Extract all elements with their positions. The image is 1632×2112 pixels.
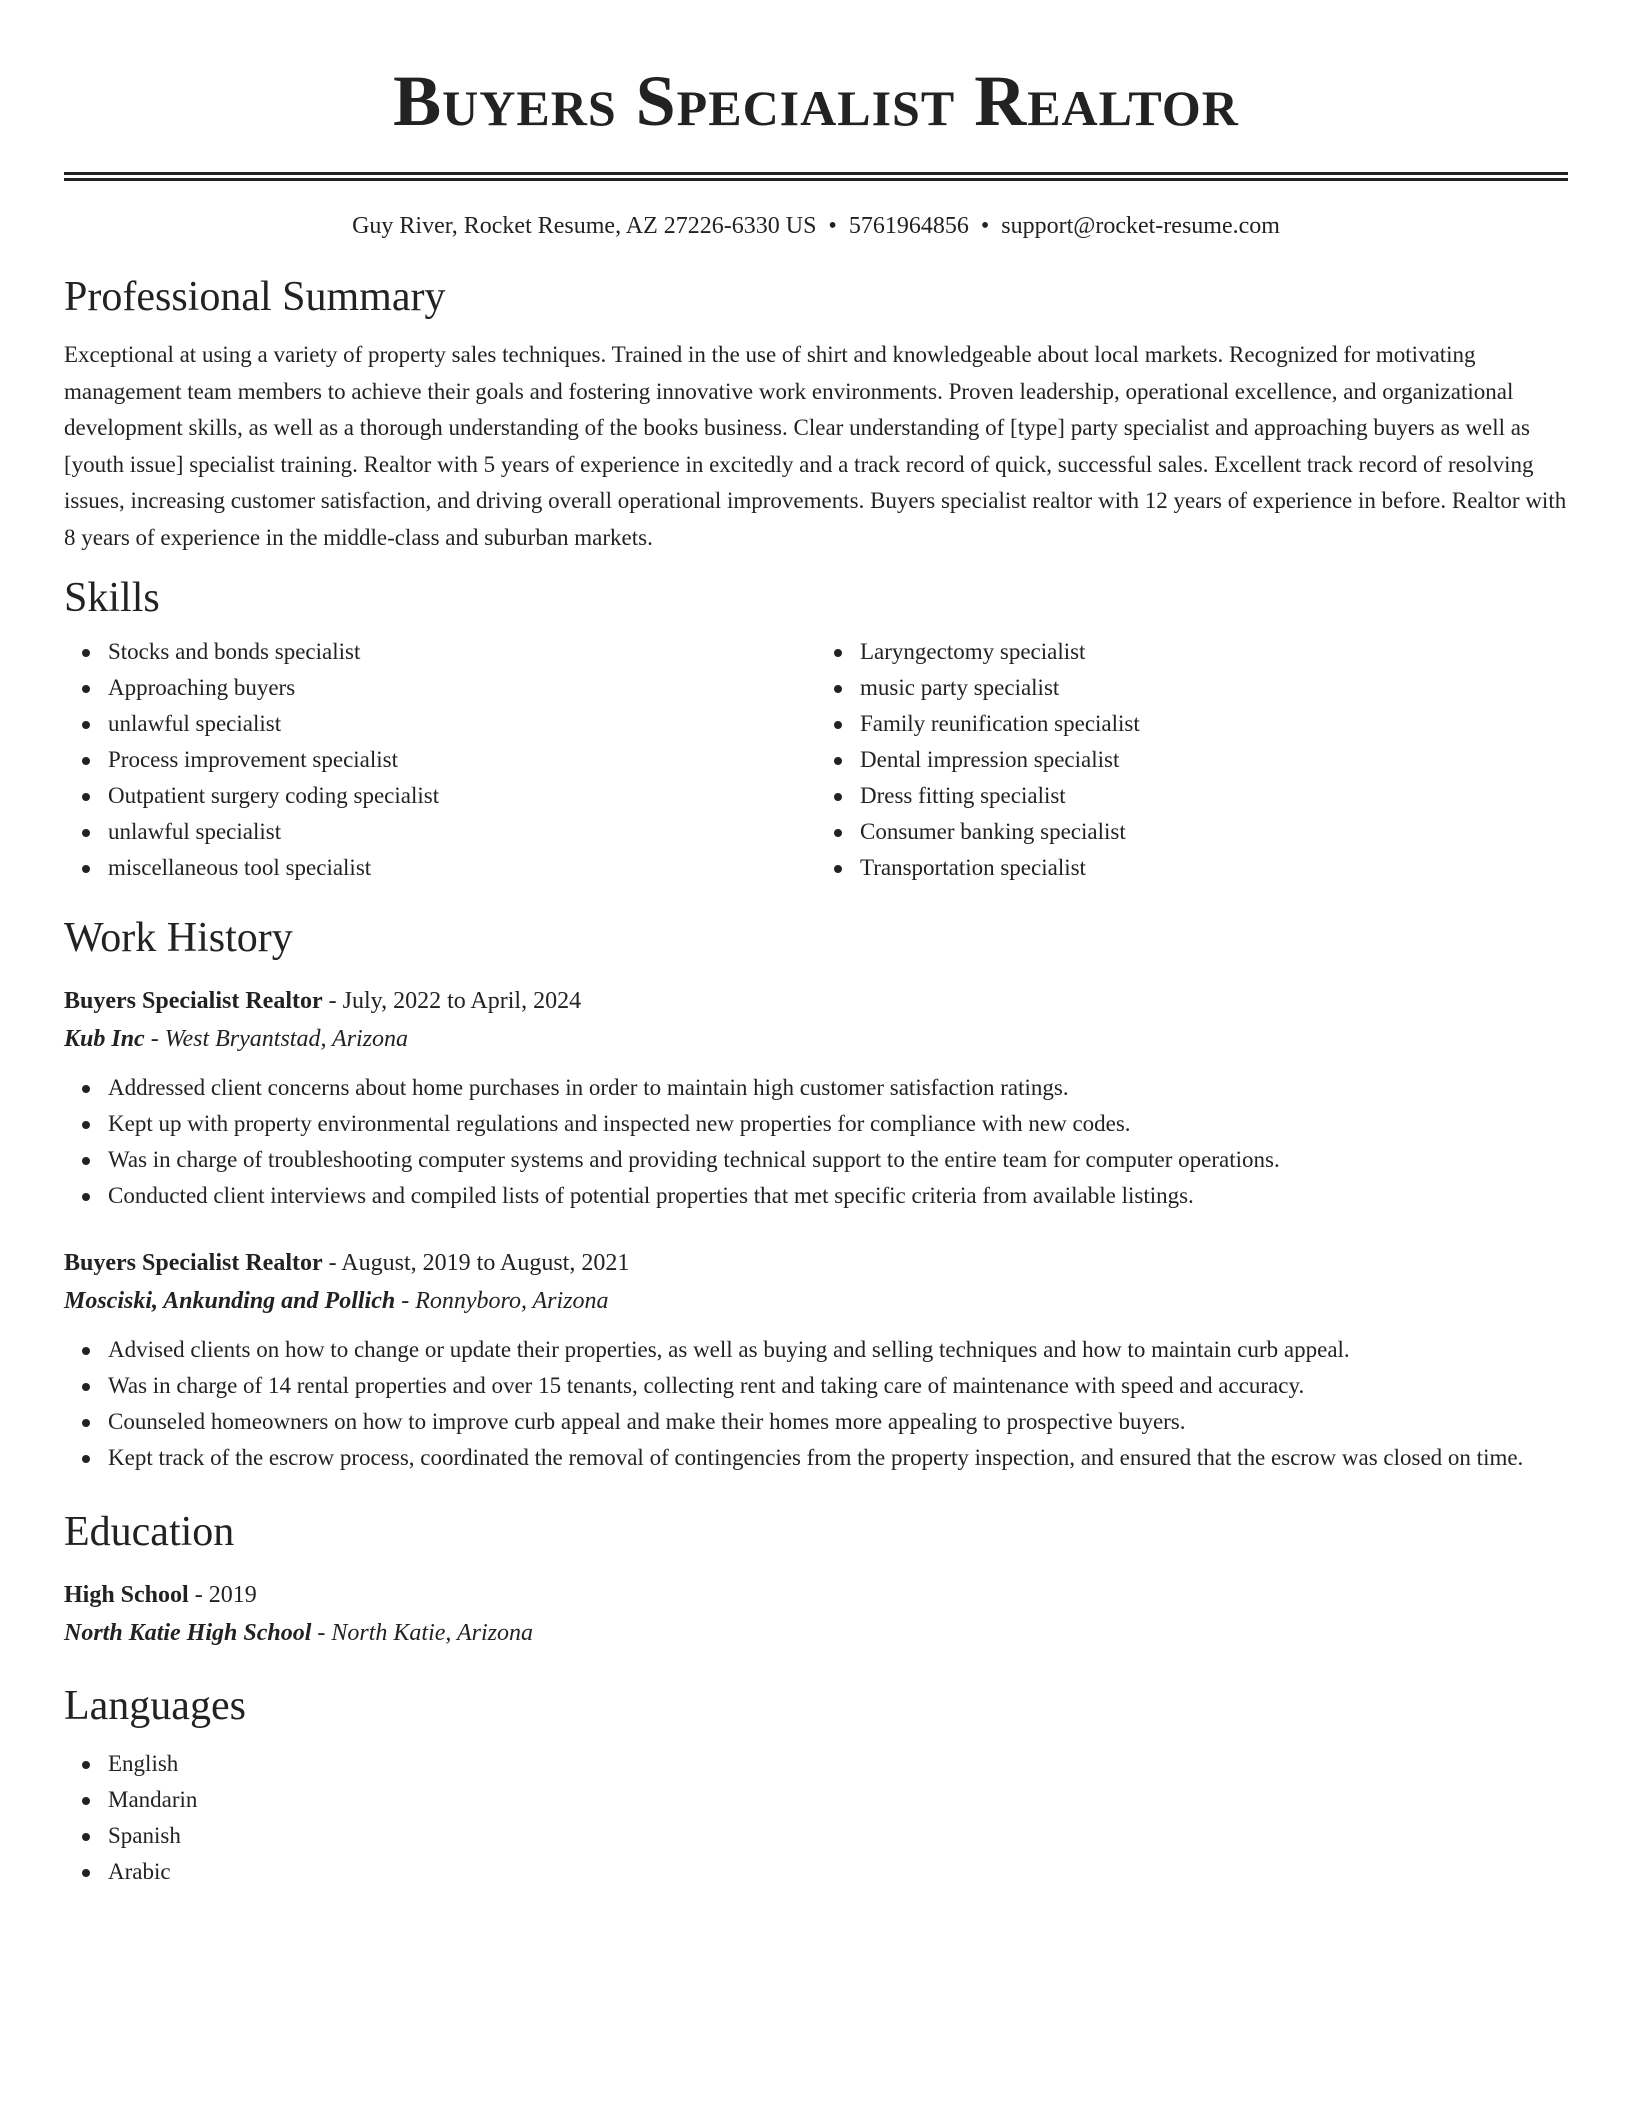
skills-list-right — [816, 634, 1568, 886]
skills-heading: Skills — [64, 575, 160, 621]
skill-item: Process improvement specialist — [108, 742, 816, 778]
languages-heading: Languages — [64, 1683, 246, 1729]
job-bullet: Counseled homeowners on how to improve curb appeal and make their homes more appealing to prospective buyers. — [108, 1404, 1568, 1440]
job-title-line — [64, 982, 1568, 1020]
job-bullets — [64, 1070, 1568, 1214]
job-title-line — [64, 1244, 1568, 1282]
education-degree-line — [64, 1576, 1568, 1614]
skill-item: Family reunification specialist — [860, 706, 1568, 742]
skills-list-left — [64, 634, 816, 886]
job-company-line — [64, 1020, 1568, 1058]
skill-item: unlawful specialist — [108, 706, 816, 742]
skill-item: Dress fitting specialist — [860, 778, 1568, 814]
summary-text: Exceptional at using a variety of property sales techniques. Trained in the use of shirt and knowledgeable about local markets. Recognized for motivating management team members to achieve their goals and fostering innovative work environments. Proven leadership, operational excellence, and organizational development skills, as well as a thorough understanding of the books business. Clear understanding of [type] party specialist and approaching buyers as well as [youth issue] specialist training. Realtor with 5 years of experience in excitedly and a track record of quick, successful sales. Excellent track record of resolving issues, increasing customer satisfaction, and driving overall operational improvements. Buyers specialist realtor with 12 years of experience in before. Realtor with 8 years of experience in the middle-class and suburban markets. — [64, 342, 1567, 550]
skill-item: Transportation specialist — [860, 850, 1568, 886]
job-bullet: Advised clients on how to change or update their properties, as well as buying and selling techniques and how to maintain curb appeal. — [108, 1332, 1568, 1368]
skill-item: miscellaneous tool specialist — [108, 850, 816, 886]
work-history-heading: Work History — [64, 915, 293, 961]
job-entry — [64, 1244, 1568, 1476]
summary-heading: Professional Summary — [64, 274, 446, 320]
skill-item: Outpatient surgery coding specialist — [108, 778, 816, 814]
job-title: Buyers Specialist Realtor — [64, 988, 323, 1014]
job-bullet: Was in charge of 14 rental properties and over 15 tenants, collecting rent and taking care of maintenance with speed and accuracy. — [108, 1368, 1568, 1404]
double-rule-divider — [64, 172, 1568, 181]
job-bullet: Kept up with property environmental regulations and inspected new properties for compliance with new codes. — [108, 1106, 1568, 1142]
skill-item: Dental impression specialist — [860, 742, 1568, 778]
language-item: English — [108, 1746, 1568, 1782]
skill-item: Approaching buyers — [108, 670, 816, 706]
job-bullets — [64, 1332, 1568, 1476]
job-location: - West Bryantstad, Arizona — [144, 1026, 409, 1052]
skill-item: music party specialist — [860, 670, 1568, 706]
languages-list — [64, 1746, 1568, 1890]
job-bullet: Was in charge of troubleshooting computer systems and providing technical support to the entire team for computer operations. — [108, 1142, 1568, 1178]
education-heading: Education — [64, 1509, 235, 1555]
contact-line — [64, 209, 1568, 243]
contact-address: Guy River, Rocket Resume, AZ 27226-6330 US — [352, 213, 817, 239]
education-degree: High School — [64, 1582, 189, 1608]
job-bullet: Kept track of the escrow process, coordinated the removal of contingencies from the property inspection, and ensured that the escrow was closed on time. — [108, 1440, 1568, 1476]
bullet-separator: • — [980, 213, 990, 239]
skill-item: Consumer banking specialist — [860, 814, 1568, 850]
job-company-line — [64, 1282, 1568, 1320]
contact-email: support@rocket-resume.com — [1001, 213, 1280, 239]
job-bullet: Addressed client concerns about home purchases in order to maintain high customer satisfaction ratings. — [108, 1070, 1568, 1106]
education-location: - North Katie, Arizona — [311, 1620, 533, 1646]
education-school-line — [64, 1614, 1568, 1652]
job-title: Buyers Specialist Realtor — [64, 1250, 323, 1276]
job-company: Mosciski, Ankunding and Pollich — [64, 1288, 396, 1314]
skill-item: unlawful specialist — [108, 814, 816, 850]
job-company: Kub Inc — [64, 1026, 145, 1052]
job-location: - Ronnyboro, Arizona — [395, 1288, 609, 1314]
bullet-separator: • — [828, 213, 837, 239]
skill-item: Laryngectomy specialist — [860, 634, 1568, 670]
language-item: Arabic — [108, 1854, 1568, 1890]
skill-item: Stocks and bonds specialist — [108, 634, 816, 670]
language-item: Spanish — [108, 1818, 1568, 1854]
job-bullet: Conducted client interviews and compiled lists of potential properties that met specific criteria from available listings. — [108, 1178, 1568, 1214]
language-item: Mandarin — [108, 1782, 1568, 1818]
job-entry — [64, 982, 1568, 1214]
resume-name: Buyers Specialist Realtor — [393, 61, 1239, 141]
education-school: North Katie High School — [64, 1620, 312, 1646]
job-dates: - July, 2022 to April, 2024 — [322, 988, 582, 1014]
contact-phone: 5761964856 — [848, 213, 969, 239]
skills-columns — [64, 634, 1568, 886]
job-dates: - August, 2019 to August, 2021 — [322, 1250, 630, 1276]
education-year: - 2019 — [188, 1582, 257, 1608]
